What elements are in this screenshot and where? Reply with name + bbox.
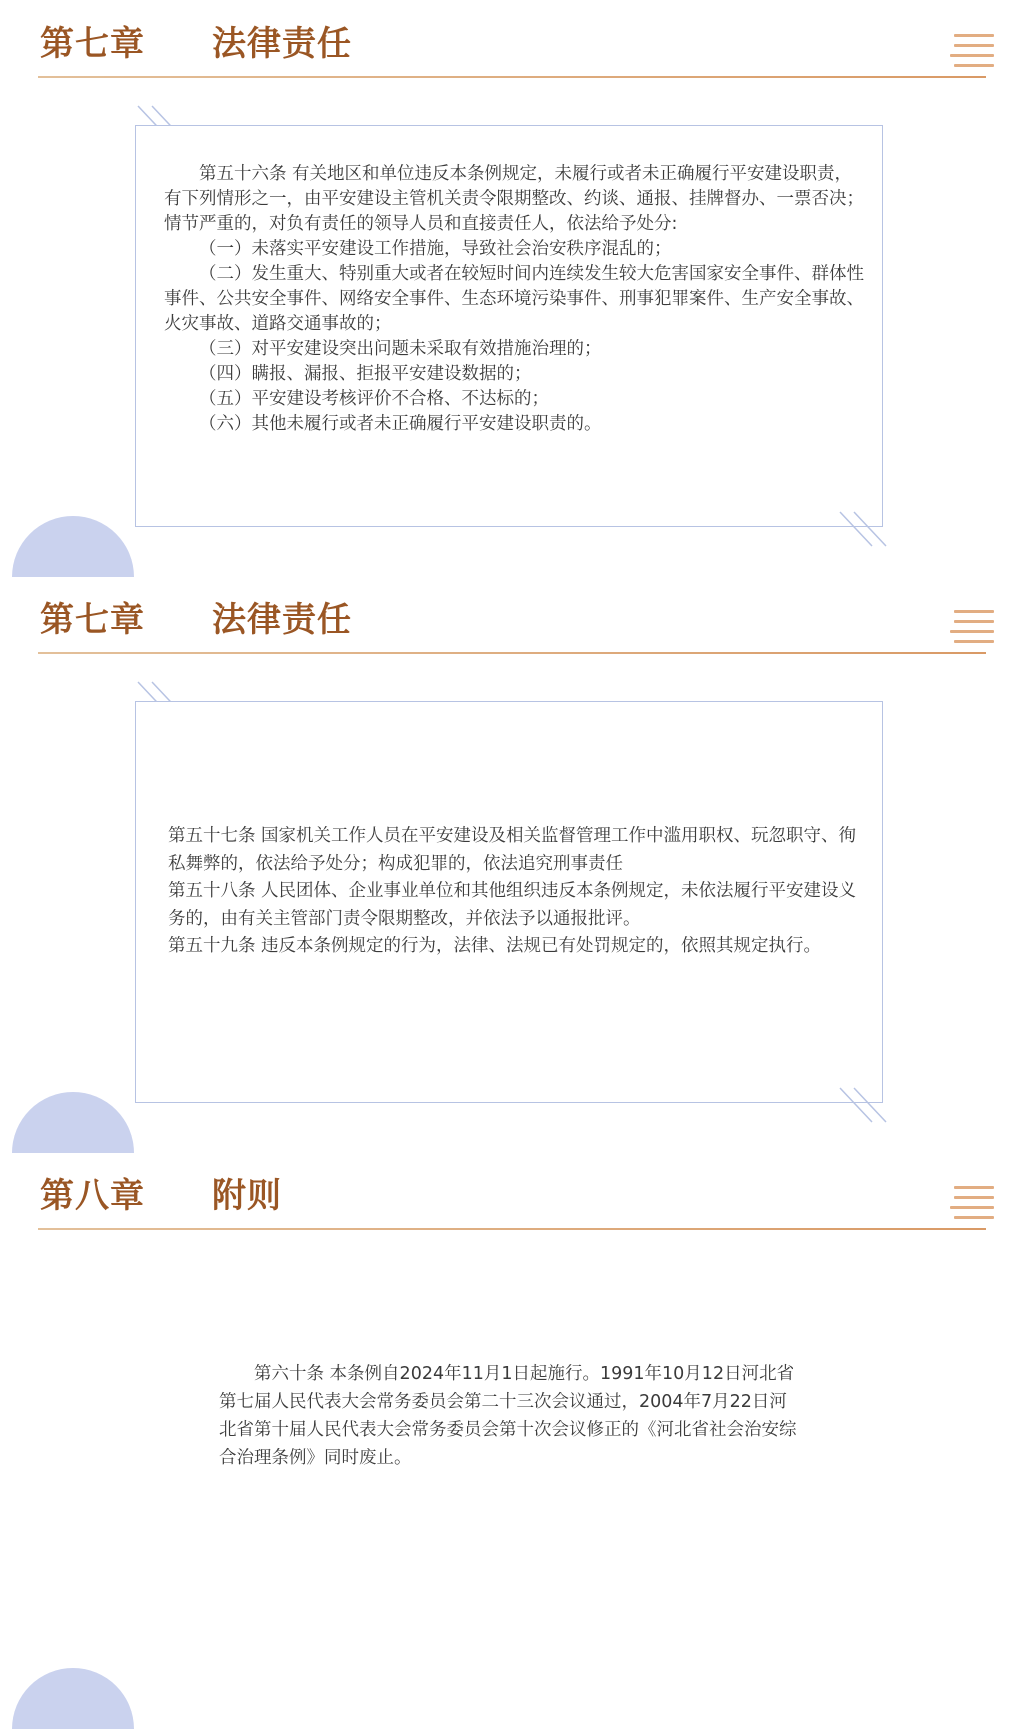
article-paragraph: 第五十八条 人民团体、企业事业单位和其他组织违反本条例规定，未依法履行平安建设义务的，由有关主管部门责令限期整改，并依法予以通报批评。 bbox=[168, 881, 857, 929]
article-paragraph: 第五十九条 违反本条例规定的行为，法律、法规已有处罚规定的，依照其规定执行。 bbox=[168, 936, 822, 956]
article-item: （二）发生重大、特别重大或者在较短时间内连续发生较大危害国家安全事件、群体性事件、公共安全事件、网络安全事件、生态环境污染事件、刑事犯罪案件、生产安全事故、火灾事故、道路交通事故的； bbox=[164, 264, 864, 334]
stripes-decoration bbox=[948, 1184, 994, 1230]
chapter-number: 第七章 bbox=[40, 24, 145, 64]
chapter-name: 法律责任 bbox=[212, 600, 352, 640]
chapter-name: 法律责任 bbox=[212, 24, 352, 64]
chapter-title bbox=[40, 16, 352, 65]
article-text bbox=[164, 162, 864, 437]
chapter-name: 附则 bbox=[212, 1176, 282, 1216]
article-item: （三）对平安建设突出问题未采取有效措施治理的； bbox=[199, 339, 602, 359]
article-paragraph: 第五十六条 有关地区和单位违反本条例规定，未履行或者未正确履行平安建设职责，有下列情形之一，由平安建设主管机关责令限期整改、约谈、通报、挂牌督办、一票否决；情节严重的，对负有责任的领导人员和直接责任人，依法给予处分: bbox=[164, 164, 864, 234]
article-item: （四）瞒报、漏报、拒报平安建设数据的； bbox=[199, 364, 532, 384]
half-circle-decoration bbox=[12, 516, 134, 577]
chapter-title bbox=[40, 592, 352, 641]
chapter-divider bbox=[38, 652, 986, 654]
chapter-title bbox=[40, 1168, 282, 1217]
stripes-decoration bbox=[948, 32, 994, 78]
chapter-number: 第七章 bbox=[40, 600, 145, 640]
article-item: （五）平安建设考核评价不合格、不达标的； bbox=[199, 389, 549, 409]
slash-decoration-icon bbox=[838, 1086, 890, 1126]
article-text bbox=[168, 823, 858, 961]
stripes-decoration bbox=[948, 608, 994, 654]
article-paragraph: 第五十七条 国家机关工作人员在平安建设及相关监督管理工作中滥用职权、玩忽职守、徇私舞弊的，依法给予处分；构成犯罪的，依法追究刑事责任 bbox=[168, 826, 857, 874]
half-circle-decoration bbox=[12, 1092, 134, 1153]
article-item: （六）其他未履行或者未正确履行平安建设职责的。 bbox=[199, 414, 602, 434]
article-item: （一）未落实平安建设工作措施，导致社会治安秩序混乱的； bbox=[199, 239, 672, 259]
article-paragraph: 第六十条 本条例自2024年11月1日起施行。1991年10月12日河北省第七届人民代表大会常务委员会第二十三次会议通过，2004年7月22日河北省第十届人民代表大会常务委员会第十次会议修正的《河北省社会治安综合治理条例》同时废止。 bbox=[219, 1364, 797, 1468]
half-circle-decoration bbox=[12, 1668, 134, 1729]
chapter-divider bbox=[38, 1228, 986, 1230]
article-text bbox=[219, 1360, 799, 1472]
chapter-number: 第八章 bbox=[40, 1176, 145, 1216]
slash-decoration-icon bbox=[838, 510, 890, 550]
chapter-divider bbox=[38, 76, 986, 78]
